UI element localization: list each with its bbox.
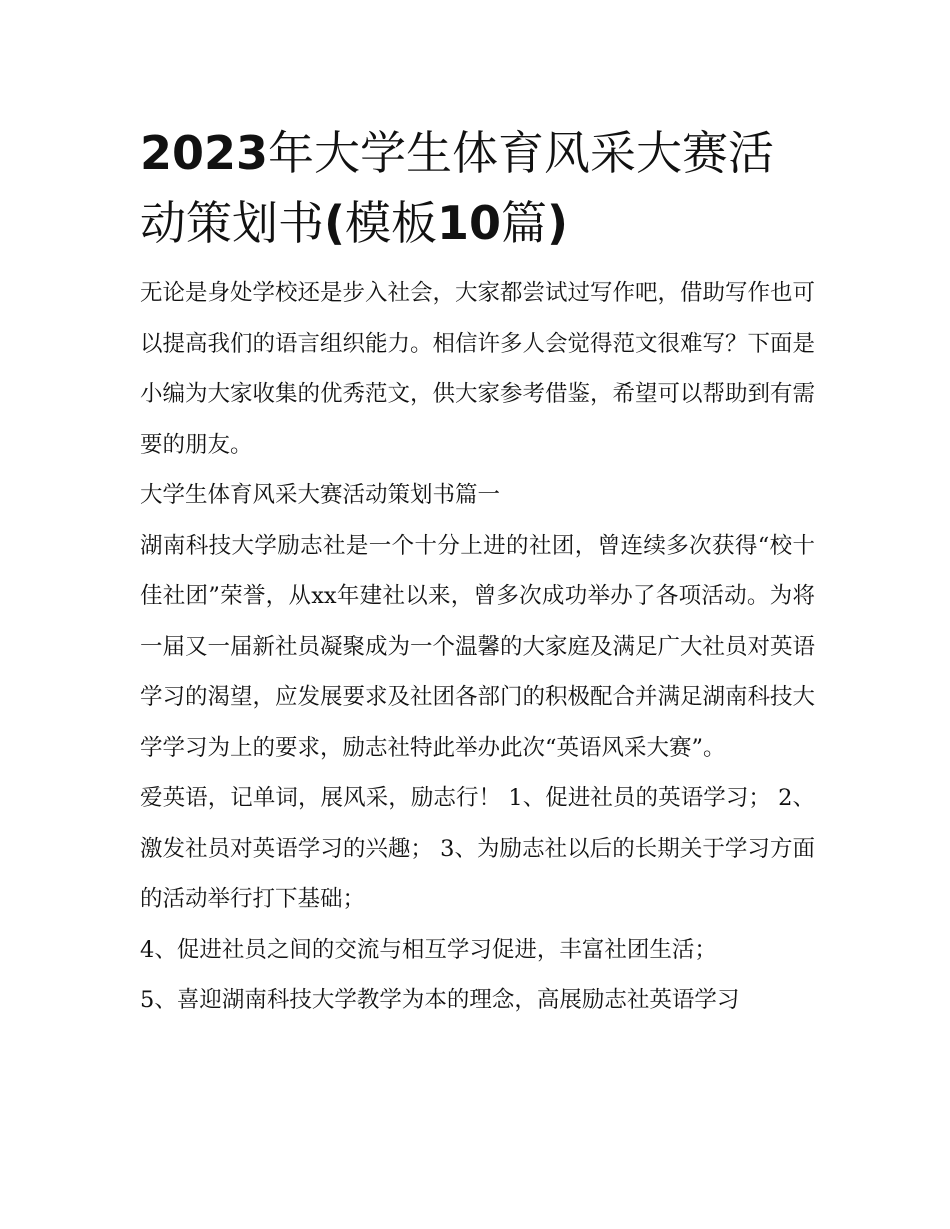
body-paragraph: 4、促进社员之间的交流与相互学习促进，丰富社团生活；: [140, 936, 717, 963]
title-line-2: 动策划书(模板10篇): [140, 196, 569, 250]
body-paragraph: 爱英语，记单词，展风采，励志行！ 1、促进社员的英语学习； 2、激发社员对英语学习的兴趣； 3、为励志社以后的长期关于学习方面的活动举行打下基础；: [140, 785, 815, 912]
body-paragraph: 5、喜迎湖南科技大学教学为本的理念，高展励志社英语学习: [140, 987, 740, 1013]
document-page: [140, 118, 815, 1026]
section-heading: 大学生体育风采大赛活动策划书篇一: [140, 482, 501, 508]
document-title: [140, 118, 815, 258]
intro-paragraph: 无论是身处学校还是步入社会，大家都尝试过写作吧，借助写作也可以提高我们的语言组织能力。相信许多人会觉得范文很难写？下面是小编为大家收集的优秀范文，供大家参考借鉴，希望可以帮助到有需要的朋友。: [140, 280, 816, 458]
body-paragraph: 湖南科技大学励志社是一个十分上进的社团，曾连续多次获得“校十佳社团”荣誉，从xx年建社以来，曾多次成功举办了各项活动。为将一届又一届新社员凝聚成为一个温馨的大家庭及满足广大社员对英语学习的渴望，应发展要求及社团各部门的积极配合并满足湖南科技大学学习为上的要求，励志社特此举办此次“英语风采大赛”。: [140, 532, 816, 761]
title-line-1: 2023年大学生体育风采大赛活: [140, 126, 775, 180]
